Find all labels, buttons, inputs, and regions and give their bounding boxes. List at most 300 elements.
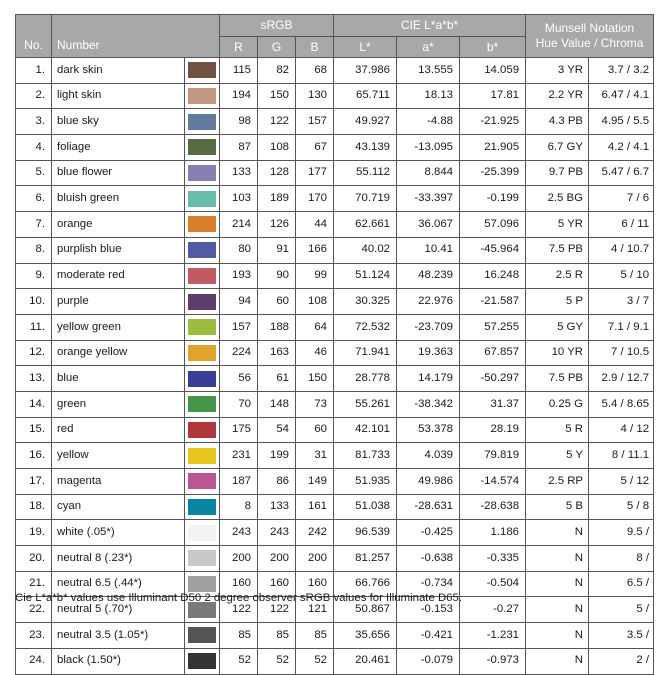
cell-no: 22.	[16, 597, 52, 623]
cell-r: 87	[220, 135, 258, 161]
table-row	[16, 237, 654, 263]
cell-b: 149	[296, 469, 334, 495]
color-checker-table	[15, 14, 654, 675]
cell-no: 19.	[16, 520, 52, 546]
cell-l-star: 37.986	[334, 58, 397, 84]
header-b-star: b*	[460, 36, 526, 58]
table-row	[16, 186, 654, 212]
cell-no: 16.	[16, 443, 52, 469]
cell-l-star: 28.778	[334, 366, 397, 392]
cell-name: green	[52, 391, 185, 417]
cell-a-star: -0.079	[397, 648, 460, 674]
cell-b: 60	[296, 417, 334, 443]
cell-munsell-hue: 5 YR	[526, 212, 589, 238]
cell-l-star: 81.733	[334, 443, 397, 469]
cell-l-star: 43.139	[334, 135, 397, 161]
cell-b-star: 21.905	[460, 135, 526, 161]
cell-b-star: 14.059	[460, 58, 526, 84]
cell-r: 122	[220, 597, 258, 623]
cell-a-star: -0.638	[397, 546, 460, 572]
cell-munsell-value-chroma: 8 / 11.1	[589, 443, 654, 469]
cell-name: blue	[52, 366, 185, 392]
cell-no: 8.	[16, 237, 52, 263]
cell-b: 177	[296, 160, 334, 186]
cell-name: neutral 5 (.70*)	[52, 597, 185, 623]
cell-l-star: 55.112	[334, 160, 397, 186]
cell-g: 61	[258, 366, 296, 392]
cell-munsell-hue: 4.3 PB	[526, 109, 589, 135]
cell-name: bluish green	[52, 186, 185, 212]
table-row	[16, 391, 654, 417]
color-swatch	[188, 371, 216, 387]
cell-munsell-value-chroma: 3.7 / 3.2	[589, 58, 654, 84]
color-checker-table-container	[15, 14, 653, 675]
cell-a-star: -0.734	[397, 571, 460, 597]
cell-r: 194	[220, 83, 258, 109]
cell-l-star: 72.532	[334, 314, 397, 340]
cell-r: 56	[220, 366, 258, 392]
cell-swatch	[185, 443, 220, 469]
cell-g: 200	[258, 546, 296, 572]
color-swatch	[188, 216, 216, 232]
cell-no: 6.	[16, 186, 52, 212]
cell-g: 133	[258, 494, 296, 520]
cell-name: red	[52, 417, 185, 443]
header-b: B	[296, 36, 334, 58]
cell-munsell-hue: 5 B	[526, 494, 589, 520]
cell-b-star: -0.973	[460, 648, 526, 674]
cell-name: yellow green	[52, 314, 185, 340]
cell-swatch	[185, 83, 220, 109]
cell-a-star: 14.179	[397, 366, 460, 392]
cell-b-star: -28.638	[460, 494, 526, 520]
cell-swatch	[185, 58, 220, 84]
cell-name: white (.05*)	[52, 520, 185, 546]
cell-munsell-value-chroma: 7.1 / 9.1	[589, 314, 654, 340]
cell-name: blue flower	[52, 160, 185, 186]
cell-l-star: 96.539	[334, 520, 397, 546]
cell-b: 108	[296, 289, 334, 315]
cell-r: 70	[220, 391, 258, 417]
cell-munsell-hue: 5 P	[526, 289, 589, 315]
cell-b: 170	[296, 186, 334, 212]
color-swatch	[188, 294, 216, 310]
cell-munsell-hue: N	[526, 623, 589, 649]
cell-r: 8	[220, 494, 258, 520]
cell-a-star: -0.425	[397, 520, 460, 546]
cell-munsell-hue: 9.7 PB	[526, 160, 589, 186]
cell-name: neutral 6.5 (.44*)	[52, 571, 185, 597]
cell-g: 85	[258, 623, 296, 649]
cell-r: 85	[220, 623, 258, 649]
cell-l-star: 51.124	[334, 263, 397, 289]
cell-b: 150	[296, 366, 334, 392]
cell-munsell-value-chroma: 2 /	[589, 648, 654, 674]
table-header	[16, 15, 654, 58]
color-swatch	[188, 499, 216, 515]
cell-munsell-hue: N	[526, 546, 589, 572]
cell-g: 91	[258, 237, 296, 263]
cell-g: 82	[258, 58, 296, 84]
color-swatch	[188, 242, 216, 258]
cell-no: 17.	[16, 469, 52, 495]
cell-name: foliage	[52, 135, 185, 161]
color-swatch	[188, 448, 216, 464]
cell-name: neutral 3.5 (1.05*)	[52, 623, 185, 649]
cell-a-star: 13.555	[397, 58, 460, 84]
color-swatch	[188, 627, 216, 643]
cell-no: 9.	[16, 263, 52, 289]
cell-no: 18.	[16, 494, 52, 520]
cell-a-star: 19.363	[397, 340, 460, 366]
cell-b-star: -21.587	[460, 289, 526, 315]
cell-l-star: 81.257	[334, 546, 397, 572]
cell-a-star: 36.067	[397, 212, 460, 238]
cell-b-star: 16.248	[460, 263, 526, 289]
cell-g: 189	[258, 186, 296, 212]
cell-swatch	[185, 263, 220, 289]
cell-b-star: 57.096	[460, 212, 526, 238]
cell-l-star: 51.038	[334, 494, 397, 520]
color-swatch	[188, 114, 216, 130]
cell-name: magenta	[52, 469, 185, 495]
cell-swatch	[185, 469, 220, 495]
cell-g: 60	[258, 289, 296, 315]
color-swatch	[188, 550, 216, 566]
header-g: G	[258, 36, 296, 58]
cell-l-star: 65.711	[334, 83, 397, 109]
header-no: No.	[16, 15, 52, 58]
cell-swatch	[185, 520, 220, 546]
cell-b: 157	[296, 109, 334, 135]
color-swatch	[188, 319, 216, 335]
cell-b-star: 17.81	[460, 83, 526, 109]
cell-swatch	[185, 289, 220, 315]
cell-munsell-value-chroma: 7 / 10.5	[589, 340, 654, 366]
cell-munsell-value-chroma: 3 / 7	[589, 289, 654, 315]
cell-a-star: -0.153	[397, 597, 460, 623]
cell-b: 160	[296, 571, 334, 597]
cell-g: 90	[258, 263, 296, 289]
table-row	[16, 546, 654, 572]
cell-munsell-hue: 7.5 PB	[526, 366, 589, 392]
cell-l-star: 49.927	[334, 109, 397, 135]
cell-name: orange	[52, 212, 185, 238]
cell-g: 199	[258, 443, 296, 469]
table-row	[16, 212, 654, 238]
cell-swatch	[185, 135, 220, 161]
cell-no: 1.	[16, 58, 52, 84]
cell-r: 94	[220, 289, 258, 315]
header-r: R	[220, 36, 258, 58]
cell-name: cyan	[52, 494, 185, 520]
table-body	[16, 58, 654, 675]
cell-l-star: 55.261	[334, 391, 397, 417]
header-l-star: L*	[334, 36, 397, 58]
table-row	[16, 340, 654, 366]
cell-b-star: 1.186	[460, 520, 526, 546]
cell-b-star: -1.231	[460, 623, 526, 649]
cell-name: blue sky	[52, 109, 185, 135]
cell-a-star: 10.41	[397, 237, 460, 263]
cell-b-star: -14.574	[460, 469, 526, 495]
cell-munsell-hue: 2.2 YR	[526, 83, 589, 109]
color-swatch	[188, 345, 216, 361]
table-row	[16, 109, 654, 135]
cell-g: 148	[258, 391, 296, 417]
table-row	[16, 417, 654, 443]
color-swatch	[188, 473, 216, 489]
cell-munsell-hue: 2.5 RP	[526, 469, 589, 495]
cell-a-star: 18.13	[397, 83, 460, 109]
cell-b: 44	[296, 212, 334, 238]
cell-a-star: -33.397	[397, 186, 460, 212]
color-swatch	[188, 191, 216, 207]
table-row	[16, 648, 654, 674]
header-munsell-line2: Hue Value / Chroma	[535, 36, 644, 50]
cell-b: 73	[296, 391, 334, 417]
color-swatch	[188, 88, 216, 104]
cell-munsell-value-chroma: 4 / 12	[589, 417, 654, 443]
cell-swatch	[185, 237, 220, 263]
cell-munsell-value-chroma: 5 / 12	[589, 469, 654, 495]
cell-no: 11.	[16, 314, 52, 340]
cell-r: 115	[220, 58, 258, 84]
table-row	[16, 469, 654, 495]
cell-b-star: -0.504	[460, 571, 526, 597]
color-swatch	[188, 139, 216, 155]
cell-name: black (1.50*)	[52, 648, 185, 674]
table-row	[16, 443, 654, 469]
cell-name: yellow	[52, 443, 185, 469]
cell-l-star: 35.656	[334, 623, 397, 649]
cell-l-star: 71.941	[334, 340, 397, 366]
cell-b-star: -0.335	[460, 546, 526, 572]
cell-munsell-value-chroma: 5.47 / 6.7	[589, 160, 654, 186]
cell-g: 188	[258, 314, 296, 340]
cell-munsell-hue: N	[526, 597, 589, 623]
cell-b-star: -50.297	[460, 366, 526, 392]
cell-munsell-value-chroma: 4.95 / 5.5	[589, 109, 654, 135]
cell-no: 13.	[16, 366, 52, 392]
color-swatch	[188, 602, 216, 618]
cell-b: 121	[296, 597, 334, 623]
cell-swatch	[185, 391, 220, 417]
cell-munsell-hue: 10 YR	[526, 340, 589, 366]
color-swatch	[188, 525, 216, 541]
cell-swatch	[185, 546, 220, 572]
cell-b: 68	[296, 58, 334, 84]
cell-no: 21.	[16, 571, 52, 597]
header-munsell-line1: Munsell Notation	[544, 21, 635, 35]
cell-munsell-hue: 3 YR	[526, 58, 589, 84]
cell-name: moderate red	[52, 263, 185, 289]
cell-r: 157	[220, 314, 258, 340]
cell-r: 160	[220, 571, 258, 597]
cell-munsell-hue: 2.5 BG	[526, 186, 589, 212]
color-swatch	[188, 62, 216, 78]
cell-no: 20.	[16, 546, 52, 572]
cell-name: light skin	[52, 83, 185, 109]
cell-b-star: 57.255	[460, 314, 526, 340]
table-row	[16, 494, 654, 520]
cell-b: 130	[296, 83, 334, 109]
cell-munsell-hue: N	[526, 520, 589, 546]
cell-g: 243	[258, 520, 296, 546]
cell-munsell-value-chroma: 6.47 / 4.1	[589, 83, 654, 109]
cell-r: 103	[220, 186, 258, 212]
cell-munsell-value-chroma: 4.2 / 4.1	[589, 135, 654, 161]
cell-a-star: 4.039	[397, 443, 460, 469]
cell-b: 99	[296, 263, 334, 289]
cell-l-star: 66.766	[334, 571, 397, 597]
cell-l-star: 40.02	[334, 237, 397, 263]
table-row	[16, 289, 654, 315]
cell-a-star: 22.976	[397, 289, 460, 315]
cell-g: 160	[258, 571, 296, 597]
cell-munsell-hue: 5 Y	[526, 443, 589, 469]
cell-r: 175	[220, 417, 258, 443]
cell-a-star: 8.844	[397, 160, 460, 186]
cell-munsell-hue: 0.25 G	[526, 391, 589, 417]
cell-munsell-value-chroma: 3.5 /	[589, 623, 654, 649]
cell-name: dark skin	[52, 58, 185, 84]
table-row	[16, 366, 654, 392]
cell-a-star: -28.631	[397, 494, 460, 520]
cell-munsell-value-chroma: 7 / 6	[589, 186, 654, 212]
cell-name: purple	[52, 289, 185, 315]
cell-swatch	[185, 109, 220, 135]
cell-b: 52	[296, 648, 334, 674]
cell-b-star: 31.37	[460, 391, 526, 417]
cell-l-star: 70.719	[334, 186, 397, 212]
cell-a-star: -13.095	[397, 135, 460, 161]
cell-r: 133	[220, 160, 258, 186]
cell-no: 5.	[16, 160, 52, 186]
cell-g: 52	[258, 648, 296, 674]
cell-a-star: 53.378	[397, 417, 460, 443]
cell-munsell-hue: 2.5 R	[526, 263, 589, 289]
cell-b: 85	[296, 623, 334, 649]
color-swatch	[188, 422, 216, 438]
color-swatch	[188, 268, 216, 284]
color-swatch	[188, 653, 216, 669]
cell-r: 214	[220, 212, 258, 238]
cell-munsell-value-chroma: 6 / 11	[589, 212, 654, 238]
header-srgb: sRGB	[220, 15, 334, 37]
table-row	[16, 58, 654, 84]
cell-swatch	[185, 417, 220, 443]
cell-no: 15.	[16, 417, 52, 443]
table-row	[16, 83, 654, 109]
cell-swatch	[185, 648, 220, 674]
cell-r: 243	[220, 520, 258, 546]
cell-l-star: 20.461	[334, 648, 397, 674]
cell-r: 193	[220, 263, 258, 289]
header-a-star: a*	[397, 36, 460, 58]
cell-swatch	[185, 623, 220, 649]
cell-munsell-hue: 7.5 PB	[526, 237, 589, 263]
cell-b: 31	[296, 443, 334, 469]
cell-no: 23.	[16, 623, 52, 649]
cell-g: 126	[258, 212, 296, 238]
cell-swatch	[185, 366, 220, 392]
cell-b: 46	[296, 340, 334, 366]
cell-b-star: 79.819	[460, 443, 526, 469]
cell-l-star: 51.935	[334, 469, 397, 495]
cell-a-star: -0.421	[397, 623, 460, 649]
cell-b-star: -0.27	[460, 597, 526, 623]
table-row	[16, 263, 654, 289]
cell-b-star: 28.19	[460, 417, 526, 443]
cell-g: 122	[258, 597, 296, 623]
cell-munsell-value-chroma: 8 /	[589, 546, 654, 572]
cell-b: 166	[296, 237, 334, 263]
cell-munsell-value-chroma: 9.5 /	[589, 520, 654, 546]
cell-name: neutral 8 (.23*)	[52, 546, 185, 572]
cell-r: 98	[220, 109, 258, 135]
cell-a-star: -38.342	[397, 391, 460, 417]
cell-name: purplish blue	[52, 237, 185, 263]
cell-no: 4.	[16, 135, 52, 161]
cell-swatch	[185, 314, 220, 340]
cell-r: 200	[220, 546, 258, 572]
cell-b: 161	[296, 494, 334, 520]
cell-munsell-value-chroma: 6.5 /	[589, 571, 654, 597]
cell-munsell-value-chroma: 5.4 / 8.65	[589, 391, 654, 417]
cell-munsell-value-chroma: 2.9 / 12.7	[589, 366, 654, 392]
cell-g: 150	[258, 83, 296, 109]
cell-r: 224	[220, 340, 258, 366]
cell-g: 163	[258, 340, 296, 366]
cell-b-star: -21.925	[460, 109, 526, 135]
cell-swatch	[185, 212, 220, 238]
cell-b-star: -25.399	[460, 160, 526, 186]
table-row	[16, 314, 654, 340]
cell-munsell-hue: 6.7 GY	[526, 135, 589, 161]
cell-g: 122	[258, 109, 296, 135]
cell-a-star: -4.88	[397, 109, 460, 135]
table-row	[16, 160, 654, 186]
cell-munsell-value-chroma: 5 / 10	[589, 263, 654, 289]
cell-swatch	[185, 494, 220, 520]
cell-no: 2.	[16, 83, 52, 109]
cell-b-star: -45.964	[460, 237, 526, 263]
cell-r: 52	[220, 648, 258, 674]
cell-b: 242	[296, 520, 334, 546]
cell-b: 67	[296, 135, 334, 161]
table-row	[16, 520, 654, 546]
cell-munsell-value-chroma: 5 /	[589, 597, 654, 623]
cell-l-star: 62.661	[334, 212, 397, 238]
cell-l-star: 42.101	[334, 417, 397, 443]
cell-l-star: 30.325	[334, 289, 397, 315]
cell-no: 24.	[16, 648, 52, 674]
cell-b: 200	[296, 546, 334, 572]
cell-b-star: -0.199	[460, 186, 526, 212]
color-swatch	[188, 576, 216, 592]
cell-munsell-hue: N	[526, 648, 589, 674]
cell-a-star: 48.239	[397, 263, 460, 289]
cell-l-star: 50.867	[334, 597, 397, 623]
cell-swatch	[185, 186, 220, 212]
table-row	[16, 623, 654, 649]
header-munsell	[526, 15, 654, 58]
cell-no: 7.	[16, 212, 52, 238]
cell-g: 108	[258, 135, 296, 161]
cell-g: 54	[258, 417, 296, 443]
cell-no: 14.	[16, 391, 52, 417]
